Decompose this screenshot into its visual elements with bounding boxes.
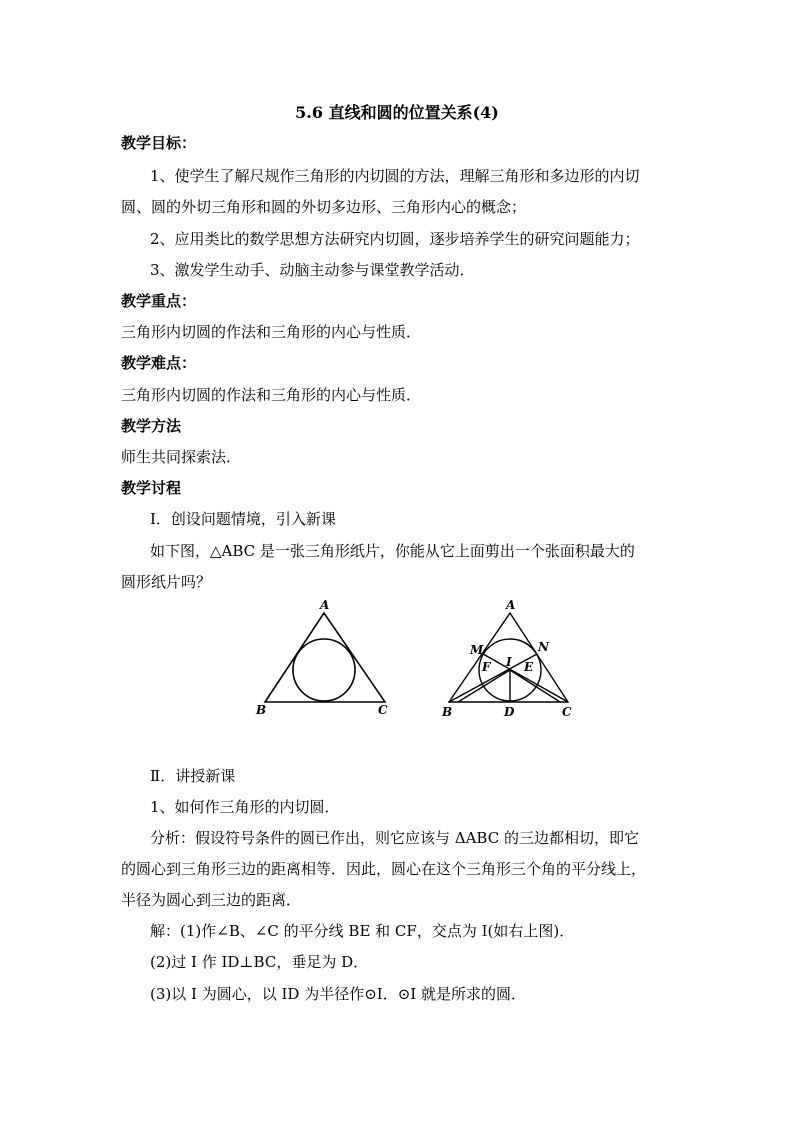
- left-label-c: C: [378, 703, 388, 717]
- process-heading: 教学讨程: [121, 479, 182, 497]
- left-incircle: [293, 639, 355, 701]
- right-label-n: N: [538, 640, 549, 654]
- section-1-heading: Ⅰ．创设问题情境，引入新课: [150, 510, 336, 528]
- segment-ib: [458, 670, 510, 702]
- segment-ic: [510, 670, 560, 702]
- objectives-heading: 教学目标：: [121, 134, 197, 152]
- analysis-line-2: 的圆心到三角形三边的距离相等．因此，圆心在这个三角形三个角的平分线上，: [121, 860, 647, 878]
- question-line-2: 圆形纸片吗？: [121, 573, 212, 591]
- difficulty-text: 三角形内切圆的作法和三角形的内心与性质．: [121, 386, 422, 404]
- triangle-figures: [248, 596, 588, 730]
- right-label-b: B: [442, 705, 453, 719]
- solution-step-1: 解：(1)作∠B、∠C 的平分线 BE 和 CF，交点为 I(如右上图)．: [150, 922, 575, 940]
- key-points-heading: 教学重点：: [121, 292, 197, 310]
- left-label-a: A: [320, 598, 330, 612]
- objective-1-line-1: 1、使学生了解尺规作三角形的内切圆的方法，理解三角形和多边形的内切: [150, 167, 640, 185]
- analysis-line-1: 分析：假设符号条件的圆已作出，则它应该与 ΔABC 的三边都相切，即它: [150, 829, 639, 847]
- left-triangle: [265, 613, 385, 702]
- right-label-a: A: [506, 598, 516, 612]
- difficulty-heading: 教学难点：: [121, 354, 197, 372]
- key-points-text: 三角形内切圆的作法和三角形的内心与性质．: [121, 323, 422, 341]
- left-label-b: B: [256, 703, 267, 717]
- right-label-i: I: [506, 655, 512, 669]
- page-title: 5.6 直线和圆的位置关系(4): [295, 103, 499, 122]
- left-figure: [265, 613, 385, 702]
- right-label-c: C: [562, 705, 572, 719]
- analysis-line-3: 半径为圆心到三边的距离．: [121, 891, 302, 909]
- solution-step-3: (3)以 I 为圆心，以 ID 为半径作⊙I．⊙I 就是所求的圆．: [150, 985, 526, 1003]
- step-1: 1、如何作三角形的内切圆．: [150, 798, 340, 816]
- objective-1-line-2: 圆、圆的外切三角形和圆的外切多边形、三角形内心的概念；: [121, 198, 527, 216]
- section-2-heading: Ⅱ．讲授新课: [150, 767, 236, 785]
- right-label-f: F: [482, 660, 491, 674]
- geometry-figure: [248, 596, 588, 726]
- objective-2: 2、应用类比的数学思想方法研究内切圆，逐步培养学生的研究问题能力；: [150, 230, 640, 248]
- question-line-1: 如下图，△ABC 是一张三角形纸片，你能从它上面剪出一个张面积最大的: [150, 542, 635, 560]
- objective-3: 3、激发学生动手、动脑主动参与课堂教学活动．: [150, 261, 475, 279]
- right-label-m: M: [470, 643, 484, 657]
- method-heading: 教学方法: [121, 417, 182, 435]
- solution-step-2: (2)过 I 作 ID⊥BC，垂足为 D．: [150, 953, 369, 971]
- method-text: 师生共同探索法．: [121, 448, 242, 466]
- right-label-d: D: [504, 705, 515, 719]
- right-label-e: E: [524, 660, 534, 674]
